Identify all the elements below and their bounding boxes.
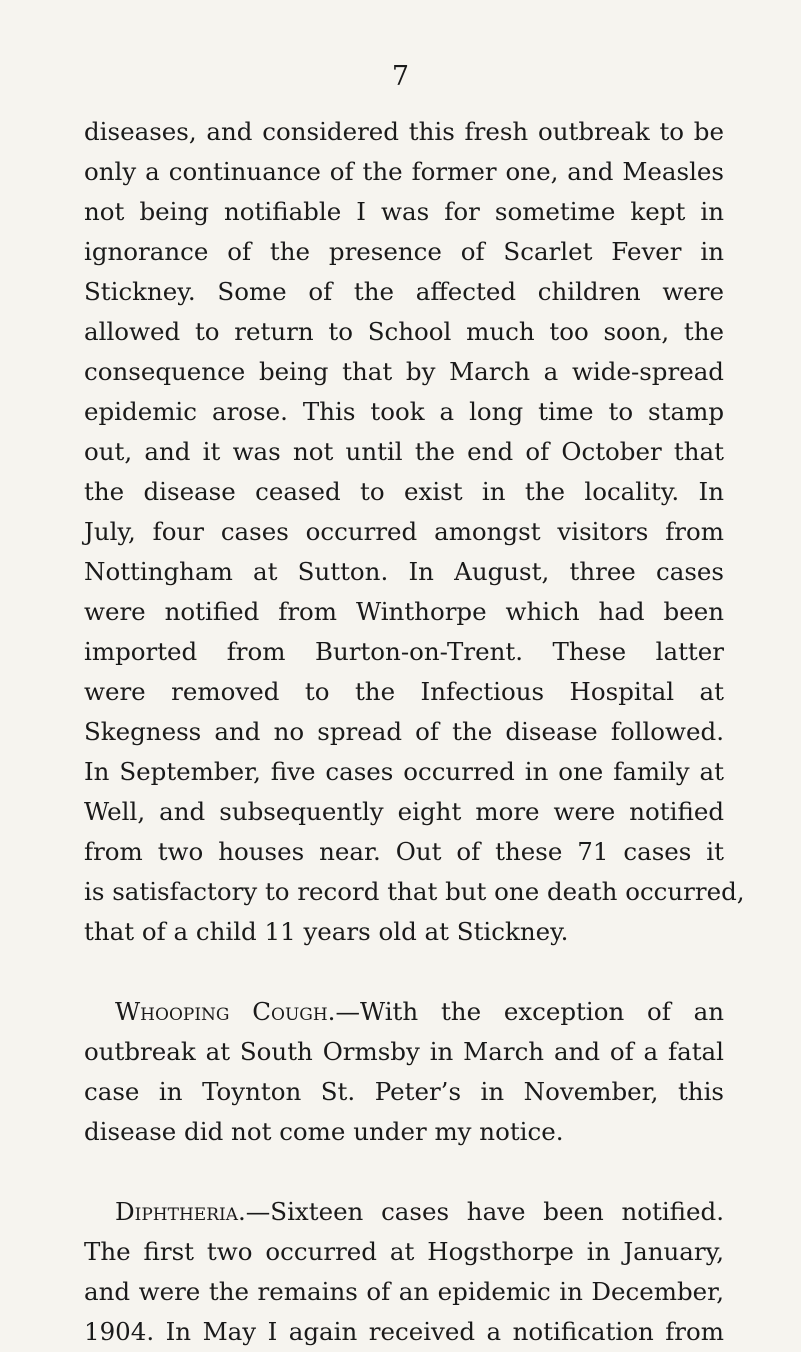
page-number: 7 (391, 61, 410, 92)
text-line: epidemic arose. This took a long time to stamp (84, 397, 724, 426)
text-line (84, 992, 724, 1032)
text-line: 1904. In May I again received a notification from (84, 1317, 724, 1346)
section-heading: Whooping Cough. (115, 997, 336, 1026)
text-line: case in Toynton St. Peter’s in November, this (84, 1077, 724, 1106)
text-line: July, four cases occurred amongst visitors from (84, 517, 724, 546)
text-line: Well, and subsequently eight more were notified (84, 797, 724, 826)
text-line: and were the remains of an epidemic in December, (84, 1277, 724, 1306)
body-text (84, 112, 745, 1352)
text-line: is satisfactory to record that but one death occurred, (84, 877, 745, 906)
text-line: from two houses near. Out of these 71 cases it (84, 837, 724, 866)
paragraph-whooping-cough (84, 992, 724, 1152)
text-line: disease did not come under my notice. (84, 1117, 564, 1146)
text-line: ignorance of the presence of Scarlet Fever in (84, 237, 724, 266)
text-line: allowed to return to School much too soon, the (84, 317, 724, 346)
text-line: outbreak at South Ormsby in March and of a fatal (84, 1037, 724, 1066)
text-line: not being notifiable I was for sometime kept in (84, 197, 724, 226)
paragraph-gap (84, 952, 724, 992)
text-line: only a continuance of the former one, and Measles (84, 157, 724, 186)
text-line: Skegness and no spread of the disease followed. (84, 717, 724, 746)
text-line: consequence being that by March a wide-spread (84, 357, 724, 386)
text-line: The first two occurred at Hogsthorpe in January, (84, 1237, 724, 1266)
heading-continuation: —Sixteen cases have been notified. (245, 1197, 724, 1226)
text-line: were removed to the Infectious Hospital at (84, 677, 724, 706)
text-line: In September, five cases occurred in one family at (84, 757, 724, 786)
text-line: diseases, and considered this fresh outbreak to be (84, 117, 724, 146)
text-line: that of a child 11 years old at Stickney. (84, 917, 569, 946)
text-line: were notified from Winthorpe which had been (84, 597, 724, 626)
text-line: the disease ceased to exist in the locality. In (84, 477, 724, 506)
text-line: out, and it was not until the end of October that (84, 437, 724, 466)
text-line: Stickney. Some of the affected children were (84, 277, 724, 306)
text-line (84, 1192, 724, 1232)
section-heading: Diphtheria. (115, 1197, 246, 1226)
text-line: imported from Burton-on-Trent. These latter (84, 637, 724, 666)
paragraph-gap (84, 1152, 724, 1192)
heading-continuation: —With the exception of an (335, 997, 725, 1026)
paragraph-scarlet-fever (84, 112, 745, 952)
paragraph-diphtheria (84, 1192, 724, 1352)
text-line: Nottingham at Sutton. In August, three cases (84, 557, 724, 586)
